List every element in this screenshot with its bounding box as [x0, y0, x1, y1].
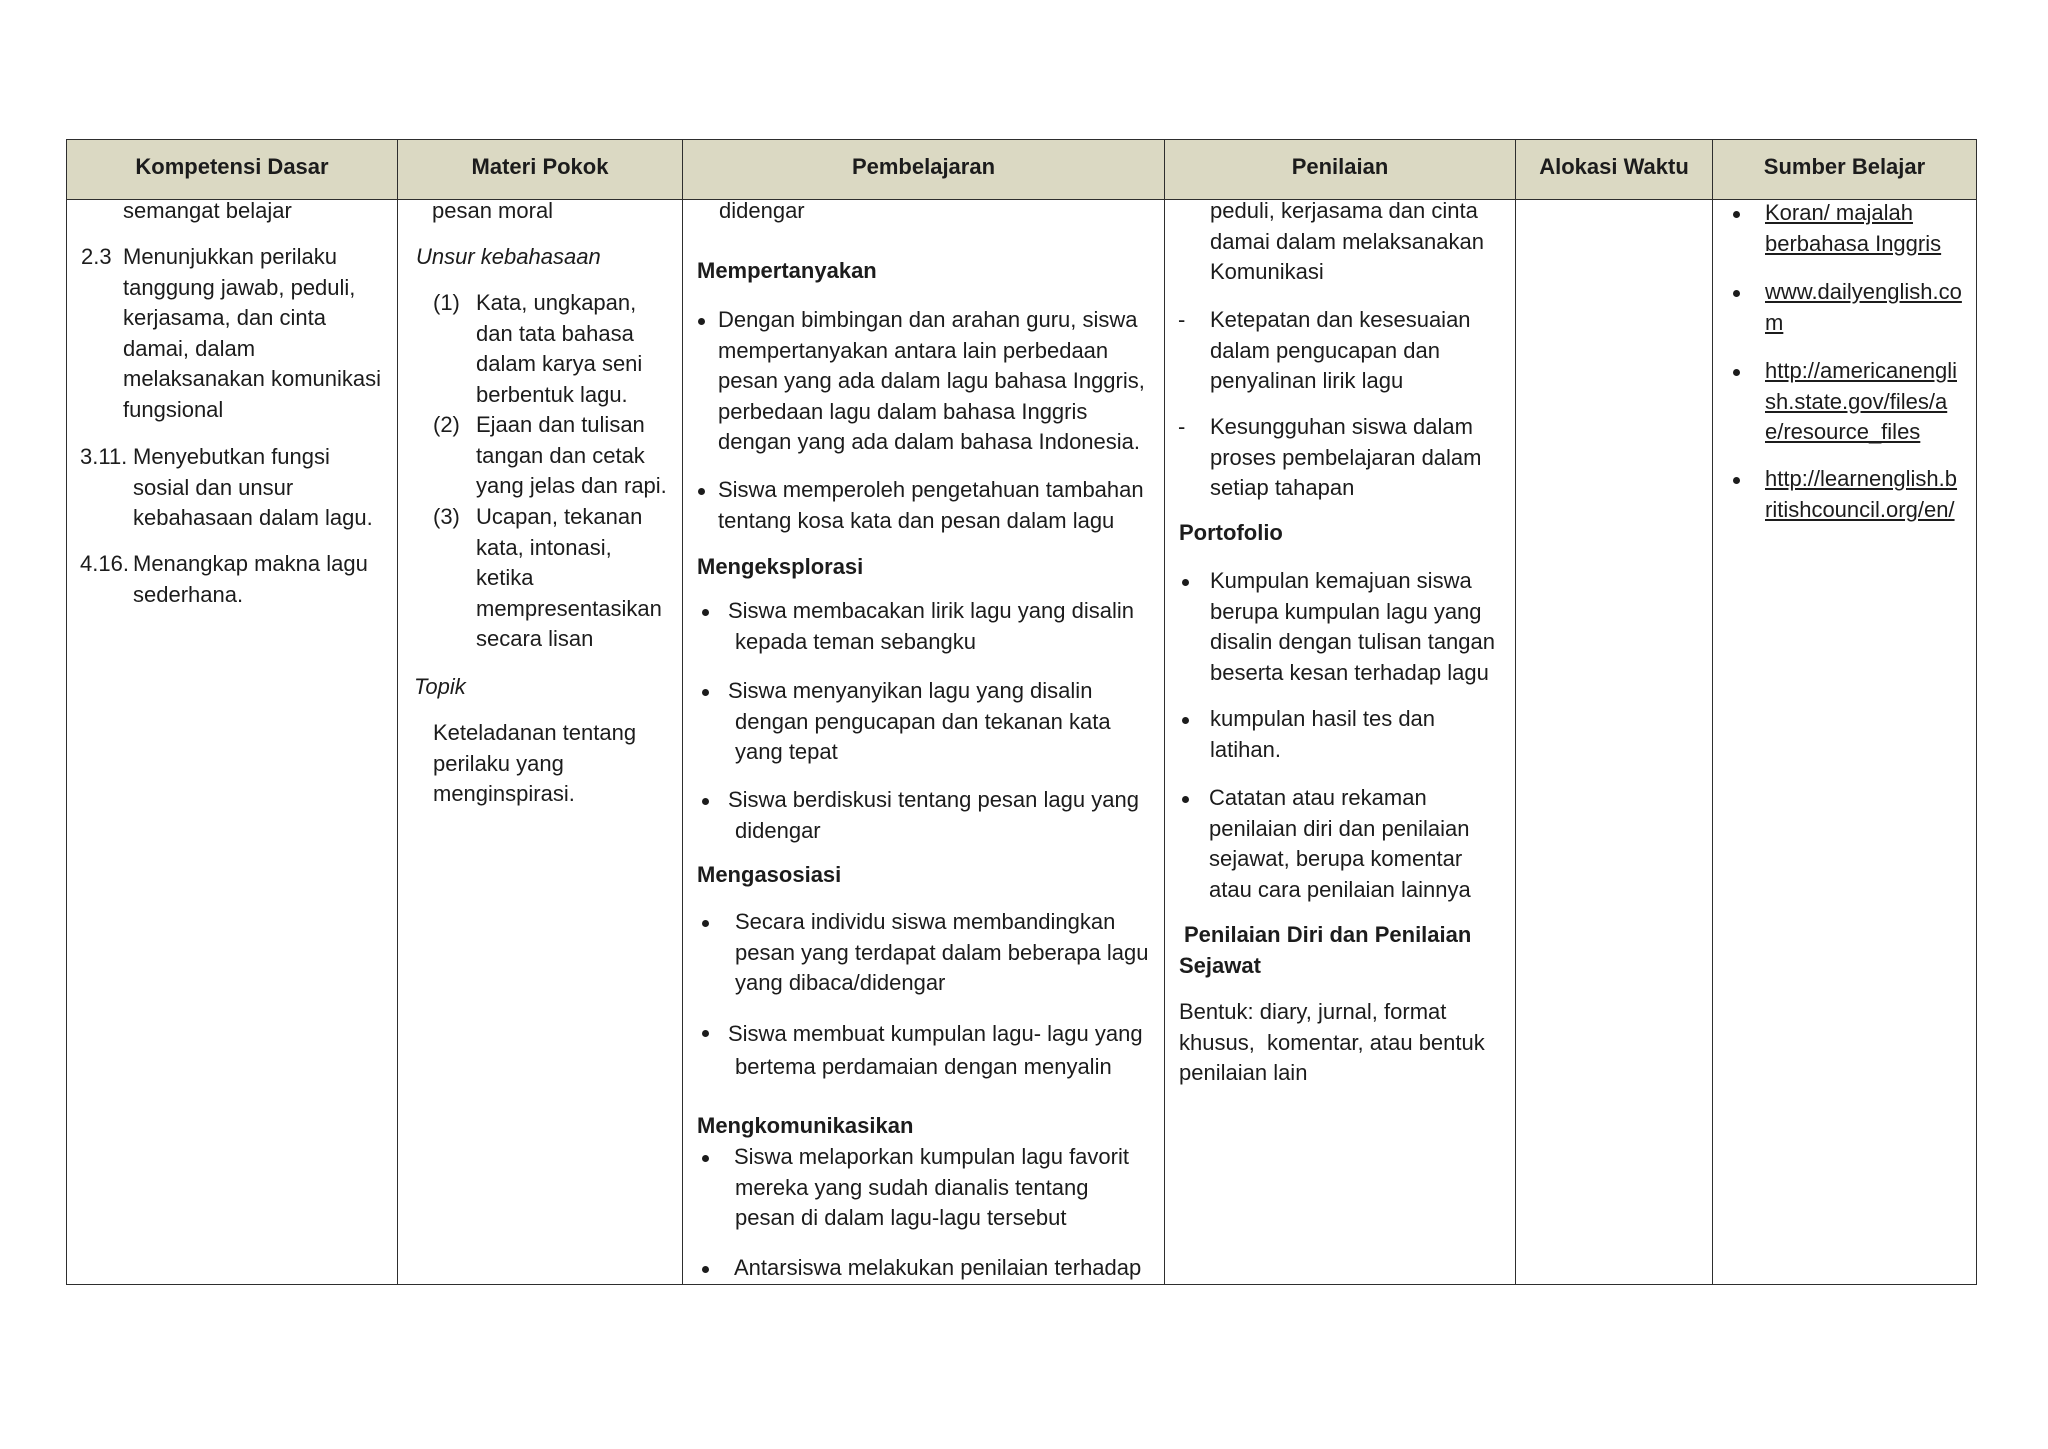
pembelajaran-item-text: Dengan bimbingan dan arahan guru, siswa mempertanyakan antara lain perbedaan pesan yang ada dalam lagu bahasa Inggris, perbedaan lagu dalam bahasa Inggris dengan yang ada dalam bahasa Indonesia. — [718, 307, 1145, 455]
pembelajaran-item-text: Siswa melaporkan kumpulan lagu favorit mereka yang sudah dianalis tentang pesan di dalam lagu-lagu tersebut — [734, 1144, 1129, 1231]
pn-continuation-text: peduli, kerjasama dan cinta damai dalam melaksanakan Komunikasi — [1210, 198, 1484, 285]
syllabus-table — [67, 140, 1976, 1284]
bullet-icon — [1733, 477, 1740, 484]
cell-alokasi-waktu — [1515, 200, 1712, 1284]
bullet-icon — [1182, 717, 1189, 724]
cell-pembelajaran — [682, 200, 1164, 1284]
cell-materi-pokok — [397, 200, 682, 1284]
section-heading-mengasosiasi: Mengasosiasi — [697, 862, 842, 887]
kd-item-number: 3.11. — [80, 444, 128, 469]
kd-item-text: Menunjukkan perilaku tanggung jawab, peduli, kerjasama, dan cinta damai, dalam melaksanakan komunikasi fungsional — [123, 244, 382, 422]
kd-item-text: Menyebutkan fungsi sosial dan unsur kebahasaan dalam lagu. — [133, 444, 373, 531]
bullet-icon — [702, 1030, 709, 1037]
header-pembelajaran: Pembelajaran — [682, 140, 1164, 200]
header-materi-pokok: Materi Pokok — [397, 140, 682, 200]
unsur-item-text: Ejaan dan tulisan tangan dan cetak yang jelas dan rapi. — [476, 412, 667, 499]
bullet-icon — [1733, 369, 1740, 376]
section-heading-mengkomunikasikan: Mengkomunikasikan — [697, 1113, 914, 1138]
portofolio-heading: Portofolio — [1179, 520, 1283, 545]
header-alokasi-waktu: Alokasi Waktu — [1515, 140, 1712, 200]
bullet-icon — [702, 689, 709, 696]
kd-item-number: 2.3 — [81, 244, 112, 269]
topik-heading: Topik — [414, 674, 466, 699]
pembelajaran-item-text: Siswa membuat kumpulan lagu- lagu yang bertema perdamaian dengan menyalin — [728, 1021, 1143, 1079]
cell-kompetensi-dasar — [67, 200, 397, 1284]
bullet-icon — [698, 318, 705, 325]
pembelajaran-item-text: Antarsiswa melakukan penilaian terhadap — [734, 1255, 1142, 1280]
bullet-icon — [1182, 579, 1189, 586]
cell-sumber-belajar — [1712, 200, 1976, 1284]
kd-item-number: 4.16. — [80, 551, 129, 576]
unsur-item-number: (3) — [433, 504, 460, 529]
topik-text: Keteladanan tentang perilaku yang menginspirasi. — [433, 720, 637, 807]
section-heading-mempertanyakan: Mempertanyakan — [697, 258, 877, 283]
portofolio-item-text: Catatan atau rekaman penilaian diri dan penilaian sejawat, berupa komentar atau cara penilaian lainnya — [1209, 785, 1471, 902]
sumber-link-americanenglish[interactable]: http://americanenglish.state.gov/files/ae/resource_files — [1765, 358, 1957, 445]
bullet-icon — [1733, 290, 1740, 297]
bullet-icon — [698, 488, 705, 495]
bullet-icon — [702, 1266, 709, 1273]
kd-continuation-text: semangat belajar — [123, 198, 292, 223]
pembelajaran-item-text: Siswa membacakan lirik lagu yang disalin kepada teman sebangku — [728, 598, 1134, 654]
bullet-icon — [1733, 211, 1740, 218]
unsur-item-text: Ucapan, tekanan kata, intonasi, ketika mempresentasikan secara lisan — [476, 504, 662, 652]
bullet-icon — [702, 609, 709, 616]
sumber-link-koran[interactable]: Koran/ majalah berbahasa Inggris — [1765, 200, 1942, 256]
pembelajaran-item-text: Siswa menyanyikan lagu yang disalin dengan pengucapan dan tekanan kata yang tepat — [728, 678, 1111, 765]
pembelajaran-item-text: Secara individu siswa membandingkan pesan yang terdapat dalam beberapa lagu yang dibaca/didengar — [735, 909, 1149, 996]
penilaian-dash-item-text: Kesungguhan siswa dalam proses pembelajaran dalam setiap tahapan — [1210, 414, 1482, 501]
header-penilaian: Penilaian — [1164, 140, 1515, 200]
unsur-item-number: (2) — [433, 412, 460, 437]
header-sumber-belajar: Sumber Belajar — [1712, 140, 1976, 200]
penilaian-diri-sejawat-heading: Penilaian Diri dan Penilaian Sejawat — [1179, 922, 1472, 978]
bentuk-text: Bentuk: diary, jurnal, format khusus, komentar, atau bentuk penilaian lain — [1179, 999, 1485, 1086]
bullet-icon — [702, 920, 709, 927]
sumber-link-dailyenglish[interactable]: www.dailyenglish.com — [1765, 279, 1962, 335]
penilaian-dash-item-text: Ketepatan dan kesesuaian dalam pengucapan dan penyalinan lirik lagu — [1210, 307, 1471, 394]
bullet-icon — [1182, 796, 1189, 803]
portofolio-item-text: Kumpulan kemajuan siswa berupa kumpulan lagu yang disalin dengan tulisan tangan beserta kesan terhadap lagu — [1210, 568, 1496, 685]
bullet-icon — [702, 1155, 709, 1162]
dash-marker: - — [1178, 414, 1186, 439]
dash-marker: - — [1178, 307, 1186, 332]
mp-continuation-text: pesan moral — [432, 198, 554, 223]
pembelajaran-item-text: Siswa berdiskusi tentang pesan lagu yang didengar — [728, 787, 1139, 843]
sumber-link-learnenglish[interactable]: http://learnenglish.britishcouncil.org/en/ — [1765, 466, 1958, 522]
pembelajaran-item-text: Siswa memperoleh pengetahuan tambahan tentang kosa kata dan pesan dalam lagu — [718, 477, 1144, 533]
section-heading-mengeksplorasi: Mengeksplorasi — [697, 554, 864, 579]
unsur-item-number: (1) — [433, 290, 460, 315]
unsur-kebahasaan-heading: Unsur kebahasaan — [416, 244, 601, 269]
header-kompetensi-dasar: Kompetensi Dasar — [67, 140, 397, 200]
cell-penilaian — [1164, 200, 1515, 1284]
portofolio-item-text: kumpulan hasil tes dan latihan. — [1210, 706, 1436, 762]
bullet-icon — [702, 798, 709, 805]
unsur-item-text: Kata, ungkapan, dan tata bahasa dalam karya seni berbentuk lagu. — [476, 290, 643, 407]
kd-item-text: Menangkap makna lagu sederhana. — [133, 551, 368, 607]
pb-continuation-text: didengar — [719, 198, 805, 223]
